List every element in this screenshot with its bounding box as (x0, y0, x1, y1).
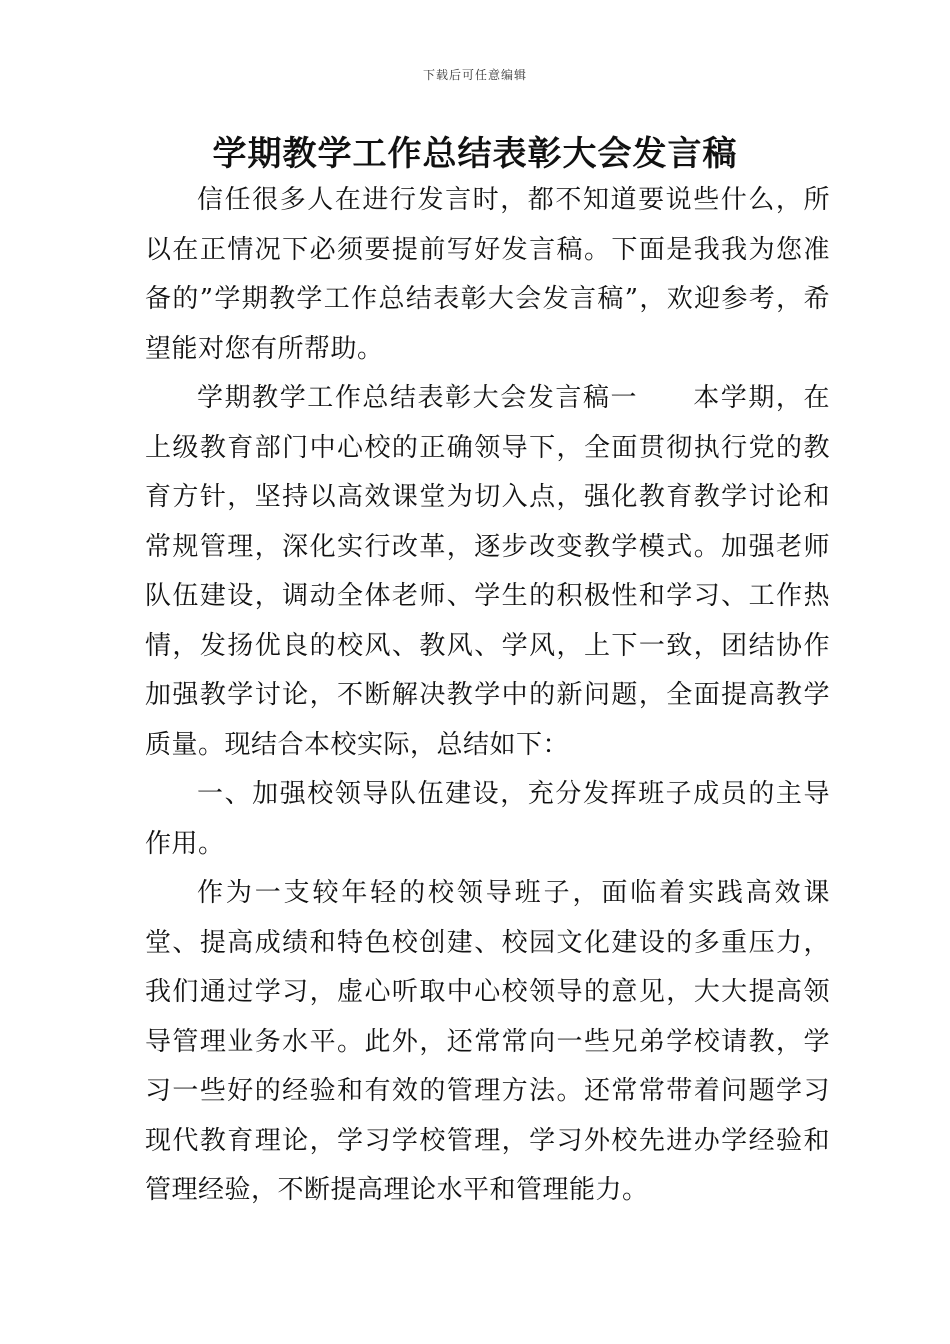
paragraph-intro: 信任很多人在进行发言时，都不知道要说些什么，所以在正情况下必须要提前写好发言稿。下面是我我为您准备的”学期教学工作总结表彰大会发言稿”，欢迎参考，希望能对您有所帮助。 (145, 185, 830, 364)
paragraph-leadership: 作为一支较年轻的校领导班子，面临着实践高效课堂、提高成绩和特色校创建、校园文化建设的多重压力，我们通过学习，虚心听取中心校领导的意见，大大提高领导管理业务水平。此外，还常常向一些兄弟学校请教，学习一些好的经验和有效的管理方法。还常常带着问题学习现代教育理论，学习学校管理，学习外校先进办学经验和管理经验，不断提高理论水平和管理能力。 (145, 878, 830, 1205)
paragraph-heading-one: 一、加强校领导队伍建设，充分发挥班子成员的主导作用。 (145, 779, 830, 859)
document-body (145, 176, 830, 1216)
document-title: 学期教学工作总结表彰大会发言稿 (212, 134, 738, 174)
paragraph-section-one-intro: 学期教学工作总结表彰大会发言稿一 本学期，在上级教育部门中心校的正确领导下，全面贯彻执行党的教育方针，坚持以高效课堂为切入点，强化教育教学讨论和常规管理，深化实行改革，逐步改变教学模式。加强老师队伍建设，调动全体老师、学生的积极性和学习、工作热情，发扬优良的校风、教风、学风，上下一致，团结协作加强教学讨论，不断解决教学中的新问题，全面提高教学质量。现结合本校实际，总结如下： (145, 383, 830, 760)
header-note: 下载后可任意编辑 (422, 68, 527, 82)
